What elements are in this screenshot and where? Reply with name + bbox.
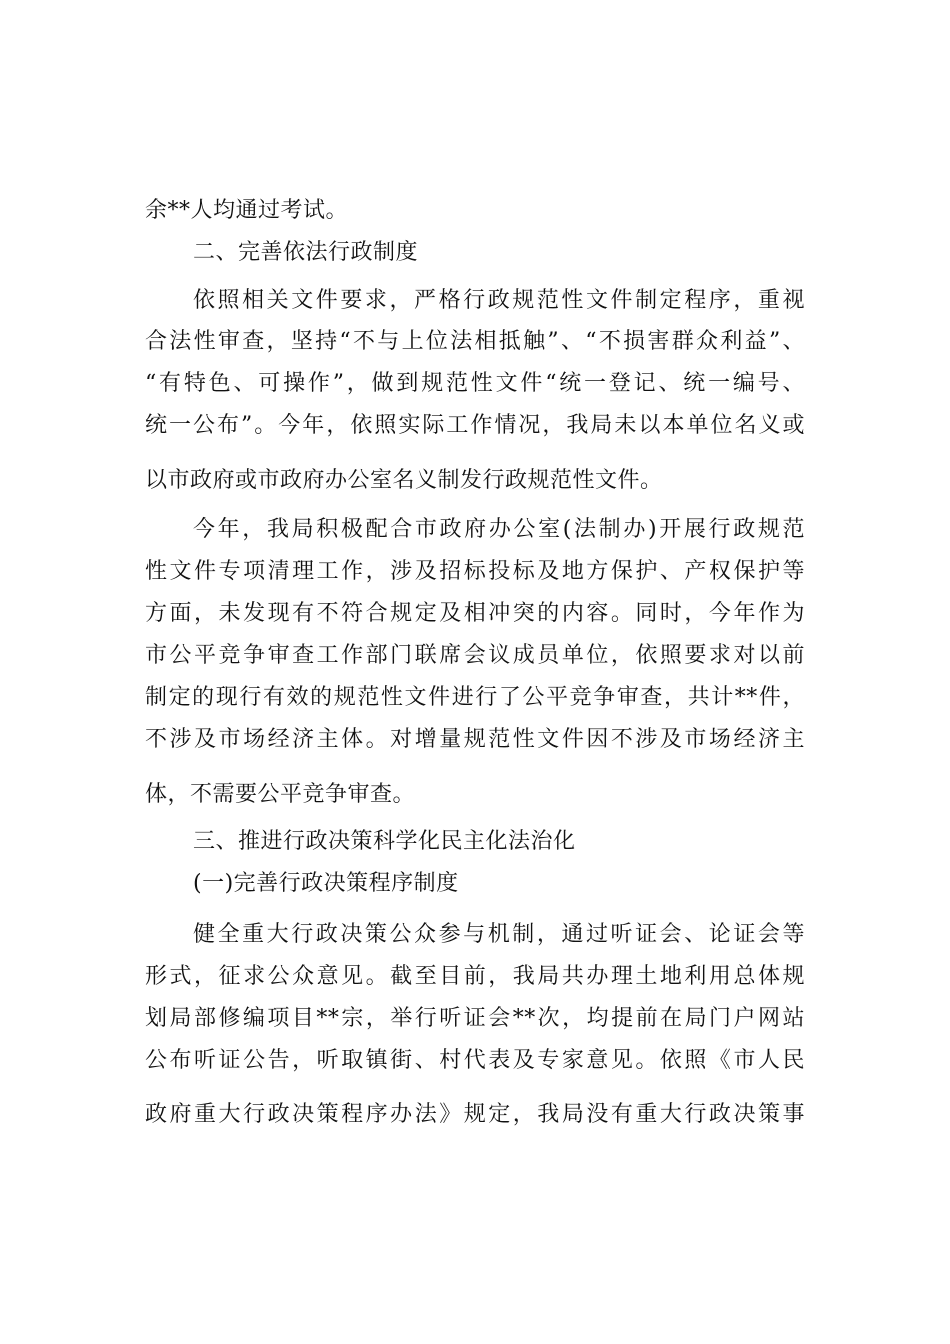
text-line: 以市政府或市政府办公室名义制发行政规范性文件。 [145, 468, 663, 493]
text-line: 划局部修编项目**宗，举行听证会**次，均提前在局门户网站 [145, 1006, 805, 1031]
text-line: 体，不需要公平竞争审查。 [145, 782, 416, 807]
text-line: 政府重大行政决策程序办法》规定，我局没有重大行政决策事 [145, 1102, 805, 1127]
text-line: 依照相关文件要求，严格行政规范性文件制定程序，重视 [193, 288, 805, 313]
text-line: 余**人均通过考试。 [145, 198, 349, 223]
text-line: 形式，征求公众意见。截至目前，我局共办理土地利用总体规 [145, 964, 805, 989]
text-line: 市公平竞争审查工作部门联席会议成员单位，依照要求对以前 [145, 643, 805, 668]
text-line: 方面，未发现有不符合规定及相冲突的内容。同时，今年作为 [145, 601, 805, 626]
text-line: 今年，我局积极配合市政府办公室(法制办)开展行政规范 [193, 517, 805, 542]
section-heading: 二、完善依法行政制度 [193, 240, 419, 265]
text-line: 公布听证公告，听取镇街、村代表及专家意见。依照《市人民 [145, 1048, 805, 1073]
text-line: 性文件专项清理工作，涉及招标投标及地方保护、产权保护等 [145, 559, 805, 584]
text-line: 健全重大行政决策公众参与机制，通过听证会、论证会等 [193, 922, 805, 947]
section-heading: 三、推进行政决策科学化民主化法治化 [193, 829, 576, 854]
text-line: 统一公布”。今年，依照实际工作情况，我局未以本单位名义或 [145, 413, 805, 438]
text-line: 不涉及市场经济主体。对增量规范性文件因不涉及市场经济主 [145, 727, 805, 752]
text-line: “有特色、可操作”，做到规范性文件“统一登记、统一编号、 [145, 371, 805, 396]
text-line: 合法性审查，坚持“不与上位法相抵触”、“不损害群众利益”、 [145, 329, 805, 354]
subsection-heading: (一)完善行政决策程序制度 [193, 871, 459, 896]
text-line: 制定的现行有效的规范性文件进行了公平竞争审查，共计**件， [145, 685, 805, 710]
